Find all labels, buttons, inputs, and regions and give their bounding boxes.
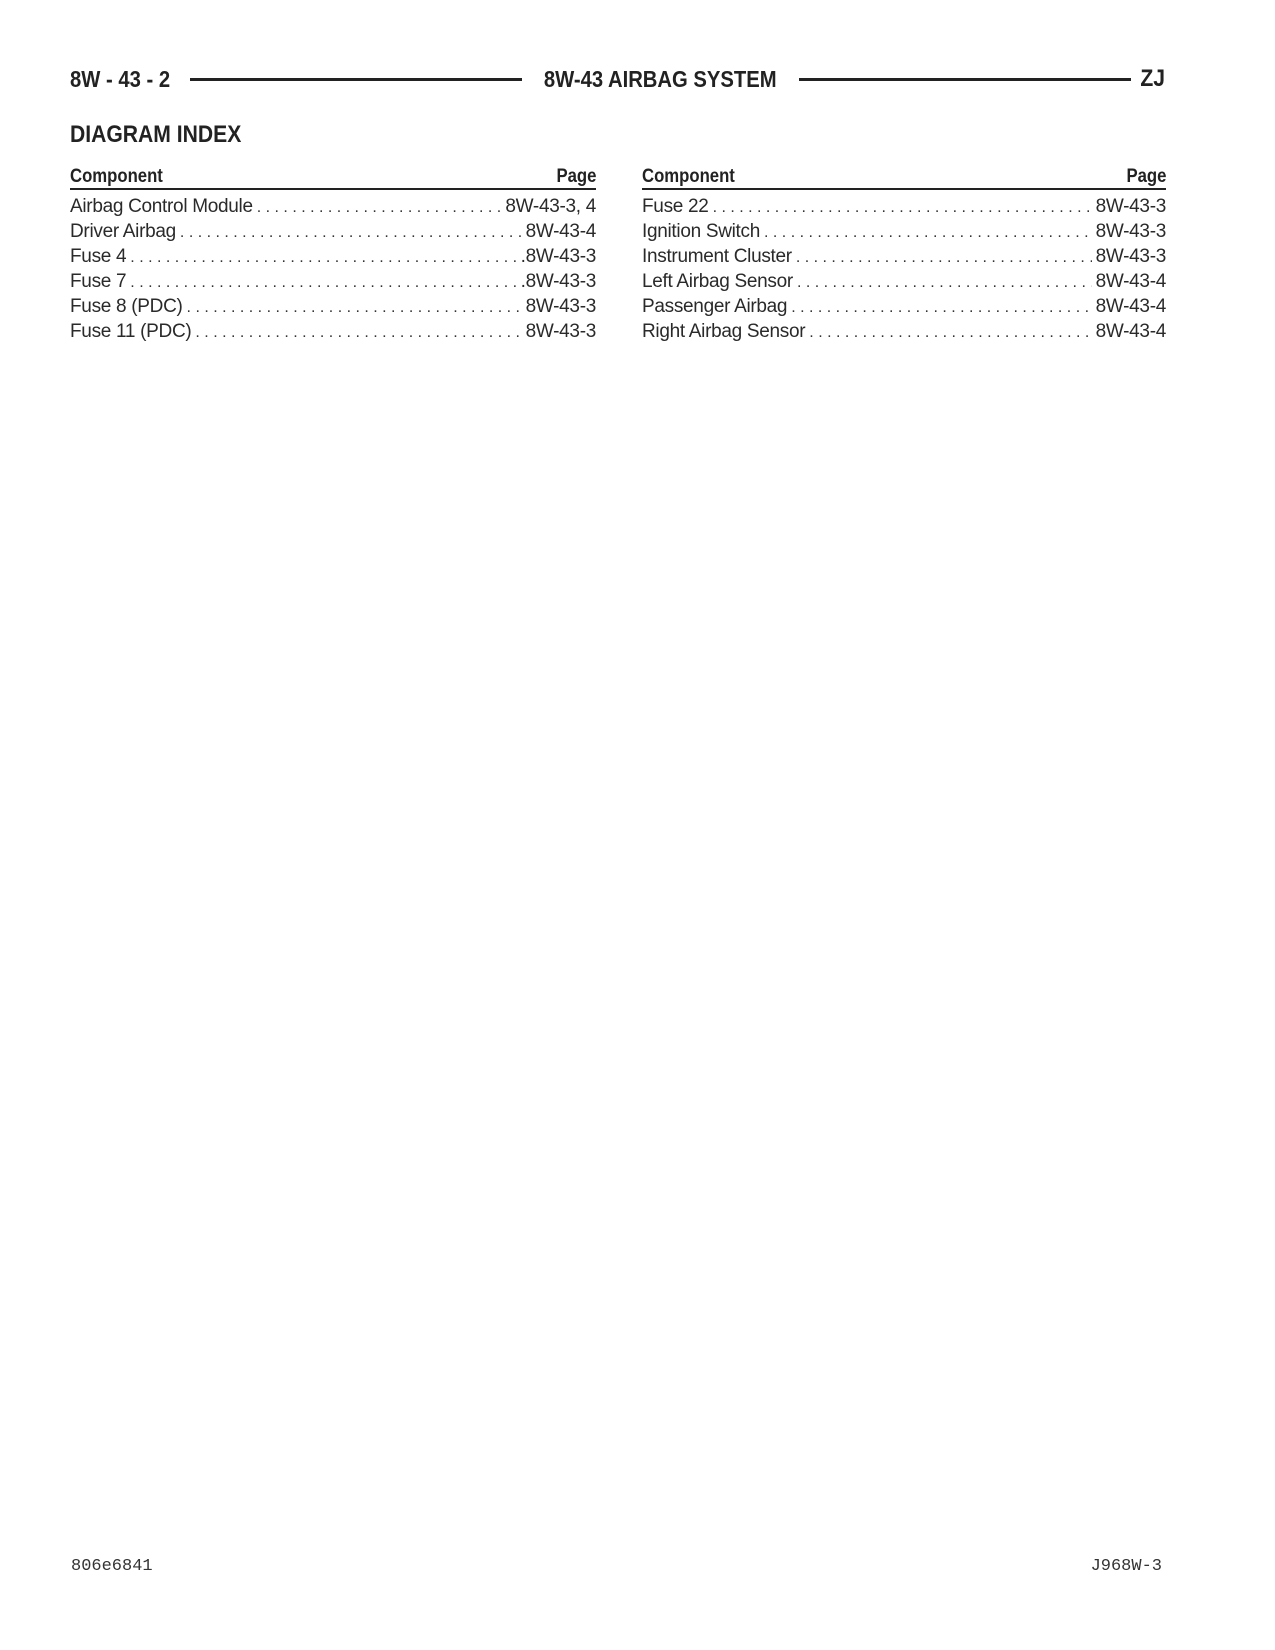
entry-page: 8W-43-3	[1095, 221, 1166, 242]
index-entry	[70, 319, 596, 344]
entry-component: Airbag Control Module	[70, 196, 253, 217]
page-column-label: Page	[556, 166, 596, 187]
header-rule-left	[190, 78, 522, 81]
entry-page: 8W-43-3	[1095, 196, 1166, 217]
entry-component: Fuse 8 (PDC)	[70, 296, 183, 317]
footer-code-right: J968W-3	[1090, 1557, 1162, 1576]
entry-component: Fuse 4	[70, 246, 127, 267]
index-entry	[70, 294, 596, 319]
index-entry	[70, 194, 596, 219]
component-column-label: Component	[70, 166, 163, 187]
header-rule-right	[799, 78, 1131, 81]
dot-leader	[187, 295, 522, 320]
index-entry	[70, 244, 596, 269]
entry-page: 8W-43-3	[525, 296, 596, 317]
section-title: 8W-43 AIRBAG SYSTEM	[543, 65, 777, 92]
page-header	[70, 62, 1165, 96]
entry-page: .8W-43-3	[520, 246, 596, 267]
entry-page: 8W-43-3	[1095, 246, 1166, 267]
index-entry	[642, 219, 1166, 244]
index-column-header	[70, 160, 596, 190]
entry-component: Passenger Airbag	[642, 296, 788, 317]
footer-code-left: 806e6841	[71, 1557, 153, 1576]
index-entry	[642, 269, 1166, 294]
component-column-label: Component	[642, 166, 735, 187]
entry-page: .8W-43-3	[520, 271, 596, 292]
model-code: ZJ	[1140, 65, 1165, 92]
dot-leader	[764, 220, 1092, 245]
index-entry	[70, 269, 596, 294]
index-entry	[642, 194, 1166, 219]
index-column-left	[70, 160, 596, 344]
entry-component: Fuse 22	[642, 196, 709, 217]
dot-leader	[257, 195, 502, 220]
entry-component: Ignition Switch	[642, 221, 761, 242]
entry-component: Right Airbag Sensor	[642, 321, 806, 342]
index-entry	[642, 244, 1166, 269]
dot-leader	[130, 270, 516, 295]
page-column-label: Page	[1126, 166, 1166, 187]
index-entry	[70, 219, 596, 244]
dot-leader	[797, 270, 1092, 295]
index-column-right	[642, 160, 1166, 344]
dot-leader	[195, 320, 521, 345]
dot-leader	[796, 245, 1092, 270]
entry-page: 8W-43-4	[1095, 321, 1166, 342]
entry-component: Driver Airbag	[70, 221, 176, 242]
entry-component: Fuse 7	[70, 271, 127, 292]
dot-leader	[713, 195, 1092, 220]
entry-component: Fuse 11 (PDC)	[70, 321, 192, 342]
page-number: 8W - 43 - 2	[70, 65, 171, 92]
entry-page: 8W-43-4	[1095, 271, 1166, 292]
entry-page: 8W-43-3	[525, 321, 596, 342]
index-entry	[642, 294, 1166, 319]
entry-component: Instrument Cluster	[642, 246, 792, 267]
diagram-index-heading: DIAGRAM INDEX	[70, 121, 242, 148]
index-entry	[642, 319, 1166, 344]
entry-component: Left Airbag Sensor	[642, 271, 793, 292]
entry-page: 8W-43-3, 4	[505, 196, 596, 217]
dot-leader	[180, 220, 522, 245]
dot-leader	[791, 295, 1091, 320]
entry-page: 8W-43-4	[1095, 296, 1166, 317]
dot-leader	[130, 245, 516, 270]
entry-page: 8W-43-4	[525, 221, 596, 242]
index-column-header	[642, 160, 1166, 190]
dot-leader	[809, 320, 1091, 345]
